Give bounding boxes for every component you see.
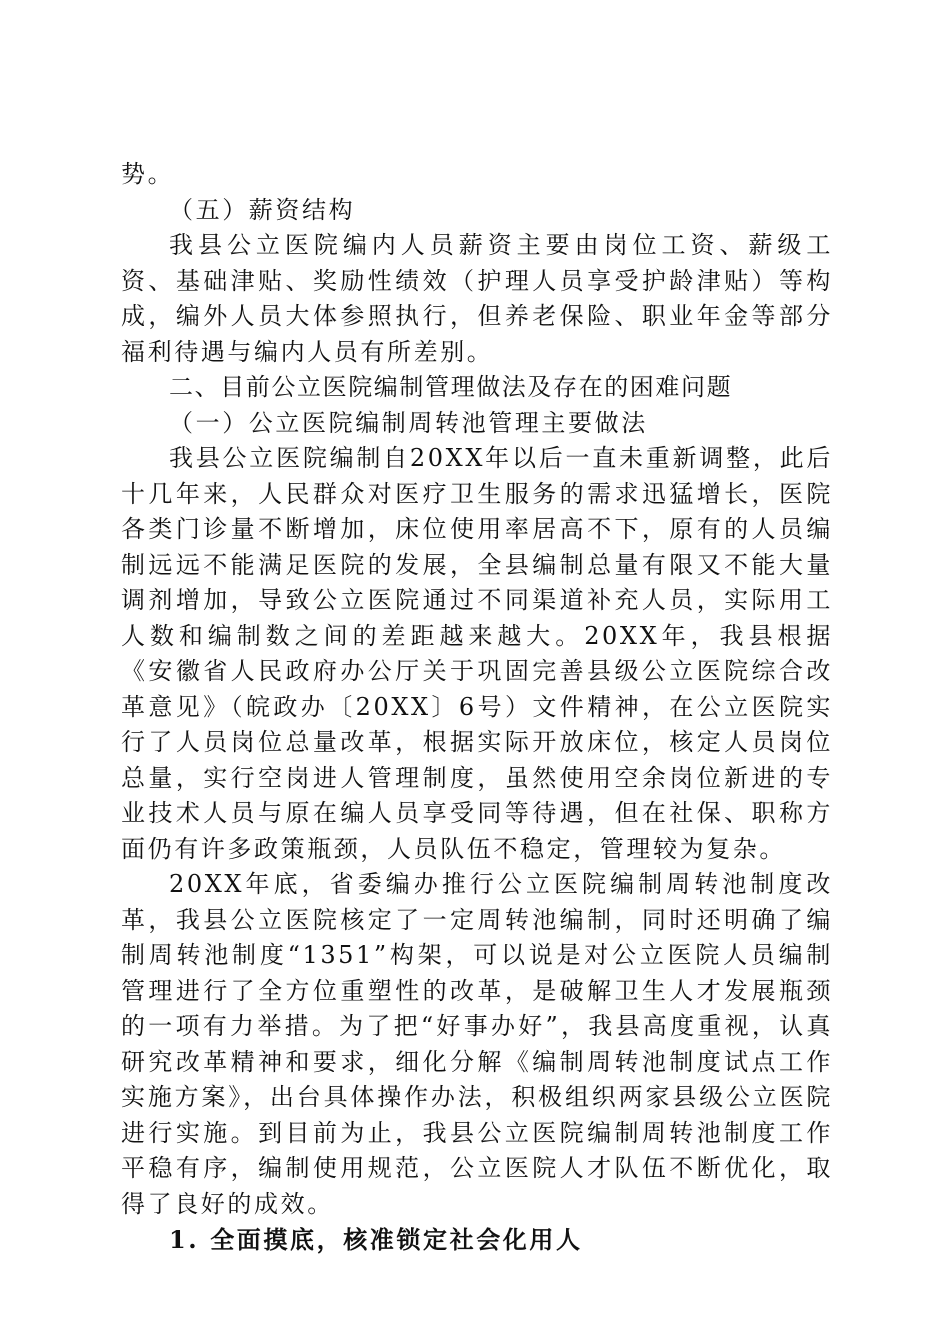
body-paragraph-staffing-history: 我县公立医院编制自20XX年以后一直未重新调整，此后十几年来，人民群众对医疗卫生服务的需求迅猛增长，医院各类门诊量不断增加，床位使用率居高不下，原有的人员编制远远不能满足医院的发展，全县编制总量有限又不能大量调剂增加，导致公立医院通过不同渠道补充人员，实际用工人数和编制数之间的差距越来越大。20XX年，我县根据《安徽省人民政府办公厅关于巩固完善县级公立医院综合改革意见》（皖政办〔20XX〕6号）文件精神，在公立医院实行了人员岗位总量改革，根据实际开放床位，核定人员岗位总量，实行空岗进人管理制度，虽然使用空余岗位新进的专业技术人员与原在编人员享受同等待遇，但在社保、职称方面仍有许多政策瓶颈，人员队伍不稳定，管理较为复杂。 (121, 444, 833, 863)
chapter-heading-current-practices: 二、目前公立医院编制管理做法及存在的困难问题 (169, 373, 733, 401)
section-heading-pool-management: （一）公立医院编制周转池管理主要做法 (169, 408, 648, 437)
body-paragraph-salary: 我县公立医院编内人员薪资主要由岗位工资、薪级工资、基础津贴、奖励性绩效（护理人员享受护龄津贴）等构成，编外人员大体参照执行，但养老保险、职业年金等部分福利待遇与编内人员有所差别。 (121, 231, 833, 366)
document-page (121, 157, 833, 1258)
body-paragraph-pool-reform: 20XX年底，省委编办推行公立医院编制周转池制度改革，我县公立医院核定了一定周转池编制，同时还明确了编制周转池制度“1351”构架，可以说是对公立医院人员编制管理进行了全方位重塑性的改革，是破解卫生人才发展瓶颈的一项有力举措。为了把“好事办好”，我县高度重视，认真研究改革精神和要求，细化分解《编制周转池制度试点工作实施方案》，出台具体操作办法，积极组织两家县级公立医院进行实施。到目前为止，我县公立医院编制周转池制度工作平稳有序，编制使用规范，公立医院人才队伍不断优化，取得了良好的成效。 (121, 870, 833, 1218)
subsection-heading-survey: 1. 全面摸底，核准锁定社会化用人 (169, 1225, 583, 1254)
continuation-text: 势。 (121, 160, 175, 188)
section-heading-salary-structure: （五）薪资结构 (169, 195, 356, 224)
